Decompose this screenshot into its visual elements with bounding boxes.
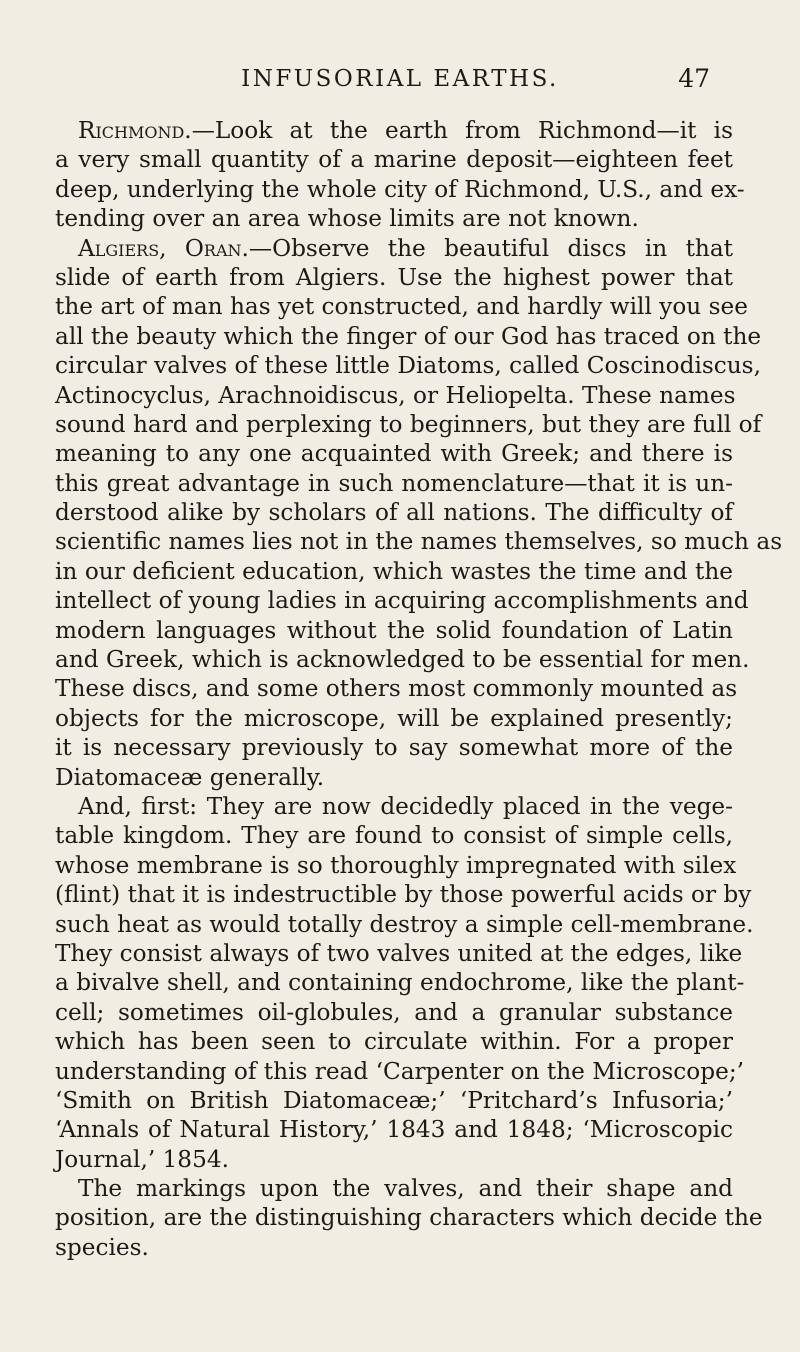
text-run: scientific names lies not in the names themselves, so much as [55, 528, 783, 556]
text-line [55, 792, 733, 821]
section-heading: Richmond. [78, 117, 192, 144]
text-run: These discs, and some others most commonly mounted as [55, 675, 738, 703]
text-run: the art of man has yet constructed, and hardly will you see [55, 293, 748, 321]
text-line [55, 910, 754, 939]
text-run: all the beauty which the finger of our God has traced on the [55, 322, 762, 350]
text-run: sound hard and perplexing to beginners, but they are full of [55, 410, 762, 438]
running-title: INFUSORIAL EARTHS. [241, 66, 559, 92]
text-line [55, 763, 733, 792]
text-run: understanding of this read ‘Carpenter on the Microscope;’ [55, 1057, 745, 1085]
text-run: Actinocyclus, Arachnoidiscus, or Heliopelta. These names [55, 381, 736, 409]
text-line [55, 880, 752, 909]
text-line [55, 175, 745, 204]
text-run: cell; sometimes oil-globules, and a granular substance [55, 998, 733, 1026]
text-line [55, 351, 761, 380]
text-line [55, 234, 733, 263]
text-run: tending over an area whose limits are not known. [55, 205, 639, 233]
text-run: They consist always of two valves united at the edges, like [55, 939, 743, 967]
text-line [55, 439, 733, 468]
text-run: in our deficient education, which wastes the time and the [55, 557, 733, 585]
text-run: deep, underlying the whole city of Richmond, U.S., and ex- [55, 175, 745, 203]
text-run: ‘Smith on British Diatomaceæ;’ ‘Pritchard’s Infusoria;’ [55, 1086, 733, 1114]
text-line [55, 557, 733, 586]
text-line [55, 704, 733, 733]
text-run: The markings upon the valves, and their shape and [78, 1175, 733, 1203]
text-run: —Look at the earth from Richmond—it is [191, 117, 733, 144]
text-run: Diatomaceæ generally. [55, 763, 325, 791]
text-run: derstood alike by scholars of all nations. The difficulty of [55, 499, 733, 527]
text-run: meaning to any one acquainted with Greek; and there is [55, 440, 733, 468]
text-run: And, first: They are now decidedly placed in the vege- [78, 792, 733, 820]
body-text [55, 116, 783, 1262]
page-number: 47 [678, 64, 710, 93]
text-line [55, 116, 733, 145]
text-run: intellect of young ladies in acquiring accomplishments and [55, 587, 749, 615]
text-line [55, 263, 733, 292]
text-run: ‘Annals of Natural History,’ 1843 and 1848; ‘Microscopic [55, 1116, 733, 1144]
text-run: modern languages without the solid foundation of Latin [55, 616, 733, 644]
text-run: which has been seen to circulate within. For a proper [55, 1028, 733, 1056]
text-run: and Greek, which is acknowledged to be essential for men. [55, 646, 750, 674]
text-run: this great advantage in such nomenclature—that it is un- [55, 469, 733, 497]
text-run: slide of earth from Algiers. Use the highest power that [55, 263, 733, 291]
text-line [55, 616, 733, 645]
text-run: a bivalve shell, and containing endochrome, like the plant- [55, 969, 745, 997]
text-run: whose membrane is so thoroughly impregnated with silex [55, 851, 737, 879]
text-line [55, 674, 738, 703]
text-run: —Observe the beautiful discs in that [248, 234, 733, 262]
text-line [55, 586, 749, 615]
text-run: (flint) that it is indestructible by those powerful acids or by [55, 881, 752, 909]
text-run: it is necessary previously to say somewhat more of the [55, 734, 733, 762]
text-run: table kingdom. They are found to consist of simple cells, [55, 822, 733, 850]
text-line [55, 1057, 745, 1086]
section-heading: Algiers, Oran. [78, 234, 249, 262]
text-line [55, 851, 737, 880]
text-line [55, 145, 733, 174]
text-line [55, 733, 733, 762]
text-run: species. [55, 1233, 149, 1261]
text-line [55, 381, 736, 410]
text-line [55, 1174, 733, 1203]
text-line [55, 292, 748, 321]
running-head [0, 64, 800, 104]
text-run: Journal,’ 1854. [55, 1145, 229, 1173]
text-line [55, 821, 733, 850]
text-run: position, are the distinguishing characters which decide the [55, 1204, 763, 1232]
text-line [55, 939, 743, 968]
text-line [55, 527, 783, 556]
text-line [55, 1115, 733, 1144]
text-line [55, 1203, 763, 1232]
text-line [55, 1233, 733, 1262]
text-line [55, 1086, 733, 1115]
text-line [55, 1027, 733, 1056]
text-line [55, 322, 762, 351]
text-line [55, 645, 750, 674]
text-run: a very small quantity of a marine deposit—eighteen feet [55, 146, 733, 174]
text-line [55, 498, 733, 527]
text-line [55, 204, 733, 233]
text-line [55, 998, 733, 1027]
text-line [55, 410, 762, 439]
text-run: objects for the microscope, will be explained presently; [55, 704, 733, 732]
text-line [55, 469, 733, 498]
text-run: circular valves of these little Diatoms, called Coscinodiscus, [55, 352, 761, 380]
text-run: such heat as would totally destroy a simple cell-membrane. [55, 910, 754, 938]
text-line [55, 968, 745, 997]
text-line [55, 1145, 733, 1174]
